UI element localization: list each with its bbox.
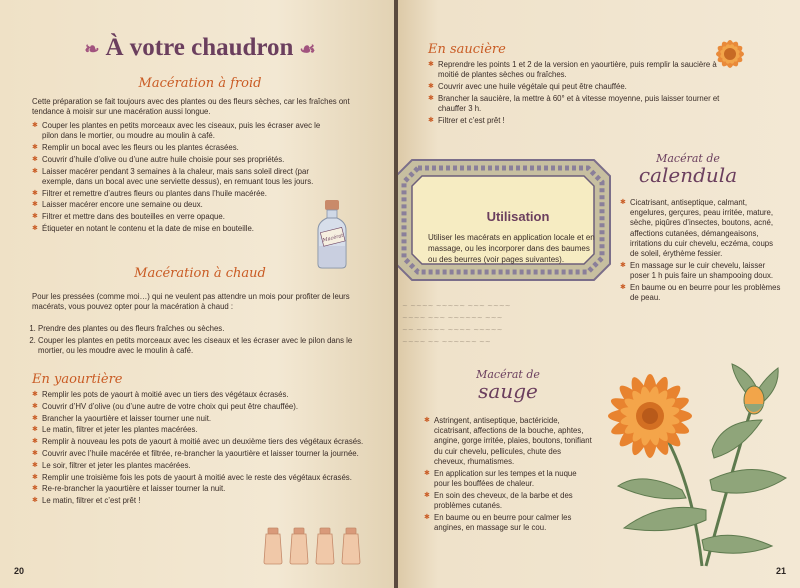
list-item: ✱ Le soir, filtrer et jeter les plantes macérées.: [32, 461, 364, 471]
calendula-plant-illustration: [602, 360, 798, 568]
list-item: ✱ Laisser macérer encore une semaine ou deux.: [32, 200, 332, 210]
list-item: ✱ En soin des cheveux, de la barbe et des problèmes cutanés.: [424, 491, 592, 511]
sauge-list: [424, 416, 592, 535]
page-title-text: À votre chaudron: [105, 34, 294, 61]
list-item: ✱ Couper les plantes en petits morceaux avec les ciseaux, puis les écraser avec le pilon dans le mortier, ou moudre au moulin à café.: [32, 121, 332, 141]
list-item: ✱ Remplir à nouveau les pots de yaourt à moitié avec un deuxième tiers des végétaux écrasés.: [32, 437, 364, 447]
list-item: ✱ Remplir un bocal avec les fleurs ou les plantes écrasées.: [32, 143, 332, 153]
right-page: [398, 0, 800, 588]
calendula-heading-small: Macérat de: [656, 152, 720, 165]
bottle-label: Macérat: [322, 232, 345, 244]
list-item: ✱ Remplir une troisième fois les pots de yaourt à moitié avec le reste des végétaux écrasés.: [32, 473, 364, 483]
list-item: ✱ Laisser macérer pendant 3 semaines à la chaleur, mais sans soleil direct (par exemple, dans un bocal avec une serviette dessus), en remuant tous les jours.: [32, 167, 332, 187]
page-title: [60, 34, 340, 62]
calendula-list: [620, 198, 782, 305]
utilisation-heading: Utilisation: [486, 209, 550, 224]
list-item: ✱ Couvrir d’HV d’olive (ou d’une autre de votre choix qui peut être chauffée).: [32, 402, 364, 412]
jars-illustration: [262, 526, 366, 566]
handwriting-texture: ~ ~~~~ ~~~~~ ~~~ ~~~~ ~~~~ ~~~ ~~~~~~ ~~~ ~~ ~~~~~ ~~~~ ~~~~~ ~~~~ ~~ ~~~~~~ ~~: [402, 302, 511, 346]
list-item: ✱ Reprendre les points 1 et 2 de la version en yaourtière, puis remplir la saucière à moitié de plantes sèches ou fraîches.: [428, 60, 728, 80]
ornament-right-icon: ☙: [299, 39, 316, 59]
froid-intro: Cette préparation se fait toujours avec des plantes ou des fleurs sèches, car les fraîches ont tendance à moisir sur une macération aussi longue.: [32, 97, 350, 117]
heading-maceration-chaud: Macération à chaud: [134, 266, 266, 281]
list-item: ✱ En baume ou en beurre pour les problèmes de peau.: [620, 283, 782, 303]
bottle-illustration: [312, 198, 352, 270]
list-item: ✱ Brancher la yaourtière et laisser tourner une nuit.: [32, 414, 364, 424]
list-item: ✱ Étiqueter en notant le contenu et la date de mise en bouteille.: [32, 224, 332, 234]
heading-sauciere: En saucière: [428, 42, 506, 57]
list-item: ✱ En massage sur le cuir chevelu, laisser poser 1 h puis faire un shampooing doux.: [620, 261, 782, 281]
calendula-flower-small-icon: [704, 28, 756, 80]
list-item: ✱ Brancher la saucière, la mettre à 60° et à vitesse moyenne, puis laisser tourner et chauffer 3 h.: [428, 94, 728, 114]
froid-steps: [32, 121, 332, 236]
list-item: ✱ Filtrer et c’est prêt !: [428, 116, 728, 126]
yaourtiere-steps: [32, 390, 364, 508]
list-item: ✱ En baume ou en beurre pour calmer les angines, en massage sur le cou.: [424, 513, 592, 533]
utilisation-text: Utiliser les macérats en application locale et en massage, ou les incorporer dans des baumes ou des beurres (voir pages suivantes).: [428, 233, 595, 264]
sauge-heading: [448, 368, 568, 401]
list-item: 1. Prendre des plantes ou des fleurs fraîches ou sèches.: [38, 324, 364, 334]
sauge-heading-big: sauge: [478, 379, 538, 403]
list-item: ✱ Remplir les pots de yaourt à moitié avec un tiers des végétaux écrasés.: [32, 390, 364, 400]
calendula-heading: [628, 152, 748, 185]
list-item: ✱ Re-re-brancher la yaourtière et laisser tourner la nuit.: [32, 484, 364, 494]
ornament-left-icon: ❧: [84, 39, 100, 59]
list-item: ✱ Astringent, antiseptique, bactéricide, cicatrisant, affections de la bouche, aphtes, angine, gorge irritée, plaies, boutons, tonifiant du cuir chevelu, pellicules, chute des cheveux, rhumatismes.: [424, 416, 592, 467]
calendula-heading-big: calendula: [638, 163, 738, 187]
sauge-heading-small: Macérat de: [476, 368, 540, 381]
heading-maceration-froid: Macération à froid: [138, 76, 262, 91]
list-item: ✱ Filtrer et mettre dans des bouteilles en verre opaque.: [32, 212, 332, 222]
heading-yaourtiere: En yaourtière: [32, 372, 123, 387]
list-item: ✱ Couvrir avec une huile végétale qui peut être chauffée.: [428, 82, 728, 92]
list-item: ✱ Le matin, filtrer et c’est prêt !: [32, 496, 364, 506]
list-item: ✱ Couvrir d’huile d’olive ou d’une autre huile choisie pour ses propriétés.: [32, 155, 332, 165]
list-item: 2. Couper les plantes en petits morceaux avec les ciseaux et les écraser avec le pilon dans le mortier, ou les moudre avec le moulin à café.: [38, 336, 364, 356]
chaud-intro: Pour les pressées (comme moi…) qui ne veulent pas attendre un mois pour profiter de leurs macérats, vous pouvez opter pour la macération à chaud :: [32, 292, 350, 312]
list-item: ✱ Cicatrisant, antiseptique, calmant, engelures, gerçures, peau irritée, mature, sèche, piqûres d’insectes, boutons, acné, affections cutanées, démangeaisons, irritations du cuir chevelu, eczéma, coups de soleil, érythème fessier.: [620, 198, 782, 259]
chaud-steps: [22, 324, 364, 359]
sauciere-steps: [428, 60, 728, 128]
page-number: 21: [775, 566, 786, 576]
list-item: ✱ En application sur les tempes et la nuque pour les bouffées de chaleur.: [424, 469, 592, 489]
list-item: ✱ Couvrir avec l’huile macérée et filtrée, re-brancher la yaourtière et laisser tourner la journée.: [32, 449, 364, 459]
list-item: ✱ Filtrer et remettre d’autres fleurs ou plantes dans l’huile macérée.: [32, 189, 332, 199]
page-number: 20: [14, 566, 25, 576]
list-item: ✱ Le matin, filtrer et jeter les plantes macérées.: [32, 425, 364, 435]
left-page: [0, 0, 396, 588]
